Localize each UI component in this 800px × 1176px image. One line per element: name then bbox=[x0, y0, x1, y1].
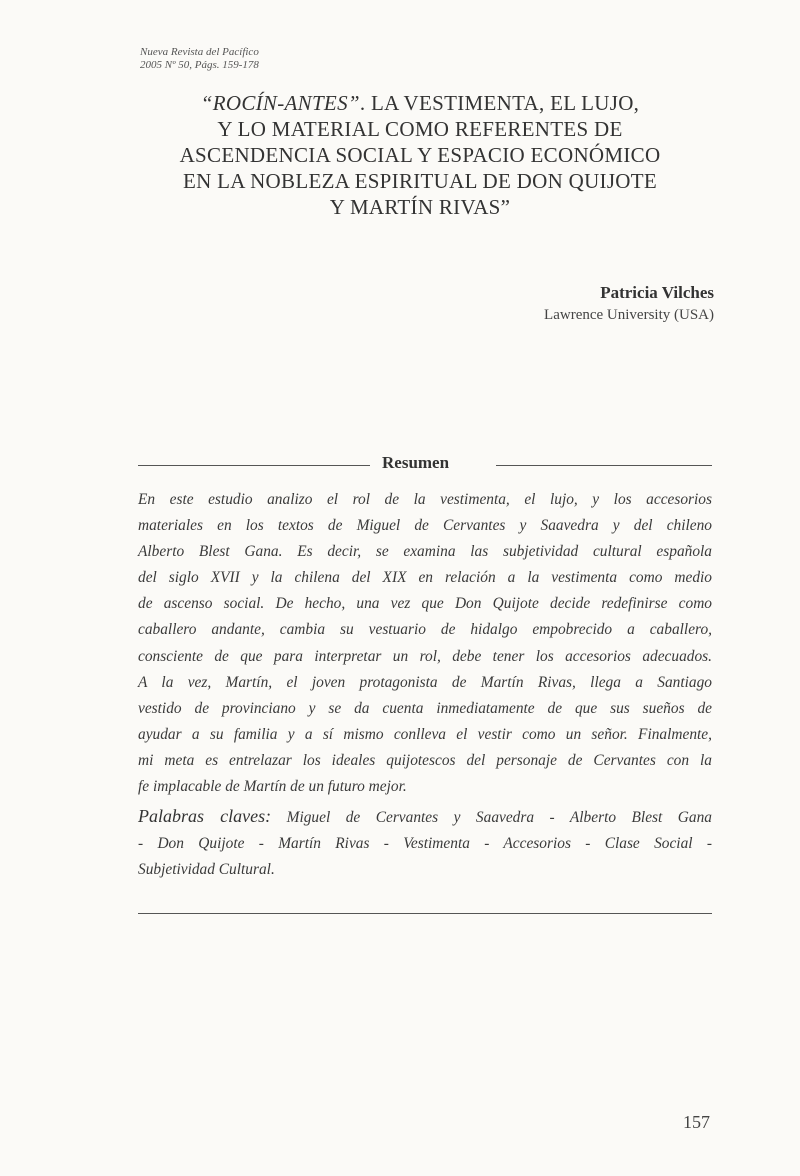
abstract-line: vestido de provinciano y se da cuenta inmediatamente de que sus sueños de bbox=[138, 699, 712, 717]
keywords-label: Palabras claves: bbox=[138, 806, 272, 826]
title-line-4: EN LA NOBLEZA ESPIRITUAL DE DON QUIJOTE bbox=[182, 169, 658, 193]
abstract-heading-label: Resumen bbox=[382, 453, 450, 472]
journal-name: Nueva Revista del Pacífico bbox=[140, 46, 259, 58]
abstract-line: consciente de que para interpretar un rol, debe tener los accesorios adecuados. bbox=[138, 647, 712, 665]
heading-rule-left bbox=[138, 465, 370, 466]
title-line-1-rest: . LA VESTIMENTA, EL LUJO, bbox=[359, 91, 640, 115]
keywords-line-3: Subjetividad Cultural. bbox=[138, 861, 275, 879]
keywords-line-2: - Don Quijote - Martín Rivas - Vestimenta - Accesorios - Clase Social - bbox=[138, 835, 712, 853]
abstract-line: de ascenso social. De hecho, una vez que Don Quijote decide redefinirse como bbox=[138, 595, 712, 613]
title-line-1 bbox=[120, 90, 720, 116]
article-title bbox=[120, 90, 720, 220]
keywords-line-1 bbox=[138, 803, 712, 831]
title-line-2: Y LO MATERIAL COMO REFERENTES DE bbox=[217, 117, 623, 141]
abstract-line: del siglo XVII y la chilena del XIX en relación a la vestimenta como medio bbox=[138, 569, 712, 587]
page-number: 157 bbox=[683, 1112, 710, 1132]
title-line-3: ASCENDENCIA SOCIAL Y ESPACIO ECONÓMICO bbox=[179, 143, 661, 167]
keywords-block bbox=[138, 803, 712, 883]
keywords-line-1-text: Miguel de Cervantes y Saavedra - Alberto Blest Gana bbox=[286, 809, 712, 826]
abstract-line: En este estudio analizo el rol de la vestimenta, el lujo, y los accesorios bbox=[138, 491, 712, 508]
closing-rule bbox=[138, 913, 712, 914]
journal-header bbox=[140, 46, 259, 72]
author-block bbox=[544, 282, 714, 326]
journal-issue: 2005 Nº 50, Págs. 159-178 bbox=[140, 59, 259, 71]
abstract-body bbox=[138, 487, 712, 800]
heading-rule-right bbox=[496, 465, 712, 466]
abstract-line: caballero andante, cambia su vestuario de hidalgo empobrecido a caballero, bbox=[138, 621, 712, 639]
abstract-line: A la vez, Martín, el joven protagonista de Martín Rivas, llega a Santiago bbox=[138, 673, 712, 691]
title-italic-part: “ROCÍN-ANTES” bbox=[200, 91, 360, 115]
abstract-line: ayudar a su familia y a sí mismo conlleva el vestir como un señor. Finalmente, bbox=[138, 725, 712, 743]
abstract-line: fe implacable de Martín de un futuro mejor. bbox=[138, 778, 407, 796]
abstract-heading bbox=[138, 452, 712, 474]
abstract-line: materiales en los textos de Miguel de Cervantes y Saavedra y del chileno bbox=[138, 517, 712, 535]
author-name: Patricia Vilches bbox=[600, 283, 714, 302]
abstract-line: mi meta es entrelazar los ideales quijotescos del personaje de Cervantes con la bbox=[138, 751, 712, 769]
author-affiliation: Lawrence University (USA) bbox=[544, 307, 714, 323]
title-line-5: Y MARTÍN RIVAS” bbox=[329, 195, 511, 219]
abstract-line: Alberto Blest Gana. Es decir, se examina las subjetividad cultural española bbox=[138, 543, 712, 561]
